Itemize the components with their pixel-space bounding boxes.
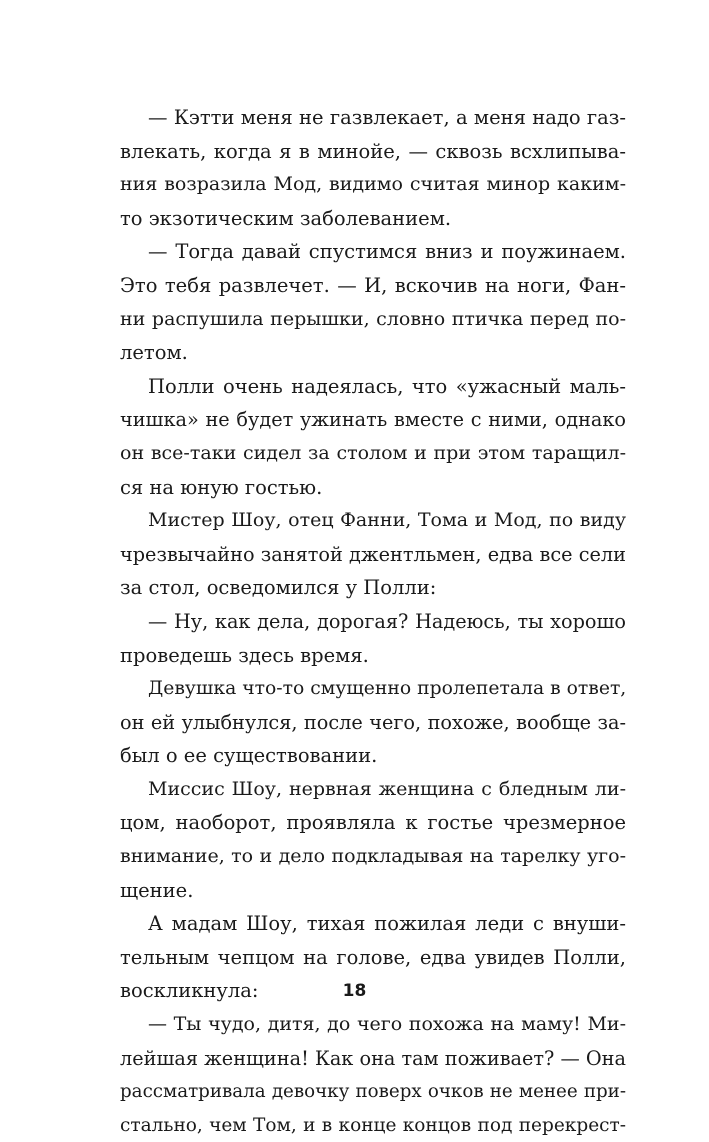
text-line: ся на юную гостью.	[120, 475, 323, 499]
text-line: он все-таки сидел за столом и при этом таращил-	[120, 441, 626, 464]
text-line: Полли очень надеялась, что «ужасный маль-	[148, 374, 626, 398]
text-line: то экзотическим заболеванием.	[120, 206, 452, 230]
text-line: он ей улыбнулся, после чего, похоже, вообще за-	[120, 710, 626, 734]
text-line: лейшая женщина! Как она там поживает? — Она	[120, 1046, 626, 1070]
text-line: А мадам Шоу, тихая пожилая леди с внуши-	[148, 912, 626, 936]
text-line: рассматривала девочку поверх очков не менее при-	[120, 1081, 626, 1103]
text-line: — Ты чудо, дитя, до чего похожа на маму! Ми-	[148, 1013, 626, 1036]
text-line: чишка» не будет ужинать вместе с ними, однако	[120, 408, 626, 432]
text-line: стально, чем Том, и в конце концов под перекрест-	[120, 1114, 626, 1136]
text-line: цом, наоборот, проявляла к гостье чрезмерное	[120, 811, 626, 835]
text-line: за стол, осведомился у Полли:	[120, 576, 437, 600]
text-line: ния возразила Мод, видимо считая минор каким-	[120, 173, 626, 196]
text-line: летом.	[120, 341, 188, 365]
text-line: внимание, то и дело подкладывая на тарелку уго-	[120, 845, 626, 868]
text-line: — Кэтти меня не газвлекает, а меня надо газ-	[148, 106, 626, 129]
text-line: влекать, когда я в минойе, — сквозь всхлипыва-	[120, 139, 626, 163]
text-line: тельным чепцом на голове, едва увидев Полли,	[120, 945, 626, 969]
text-line: ни распушила перышки, словно птичка перед по-	[120, 307, 626, 330]
text-line: был о ее существовании.	[120, 744, 378, 768]
text-line: — Тогда давай спустимся вниз и поужинаем.	[148, 240, 626, 264]
text-line: воскликнула:	[120, 979, 259, 1003]
text-line: — Ну, как дела, дорогая? Надеюсь, ты хорошо	[148, 609, 626, 633]
text-line: Миссис Шоу, нервная женщина с бледным ли-	[148, 777, 626, 800]
text-line: щение.	[120, 878, 194, 902]
text-line: проведешь здесь время.	[120, 643, 369, 667]
text-line: Мистер Шоу, отец Фанни, Тома и Мод, по виду	[148, 509, 626, 532]
page-number: 18	[342, 981, 367, 1001]
text-line: чрезвычайно занятой джентльмен, едва все сели	[120, 542, 626, 566]
text-line: Это тебя развлечет. — И, вскочив на ноги, Фан-	[120, 273, 626, 297]
text-line: Девушка что-то смущенно пролепетала в ответ,	[148, 678, 627, 700]
